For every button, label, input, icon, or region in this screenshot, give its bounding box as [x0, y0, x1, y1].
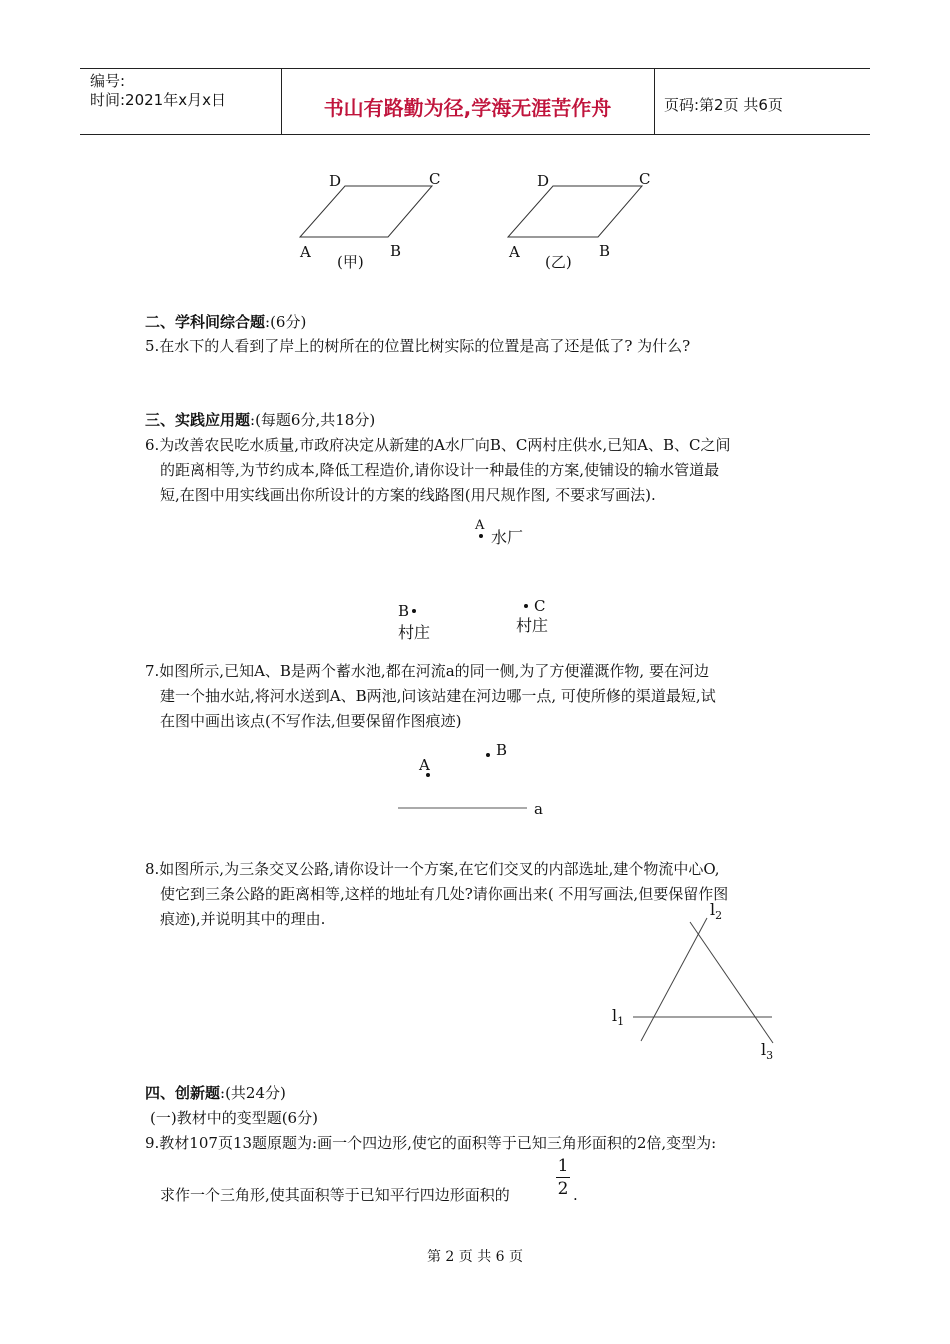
fraction-bar [556, 1177, 570, 1178]
section2-heading [145, 310, 306, 335]
question-8-line-3: 痕迹),并说明其中的理由. [160, 910, 326, 928]
q8-l2-sub: 2 [715, 909, 723, 923]
q6-label-c: C [534, 597, 546, 615]
page-footer: 第 2 页 共 6 页 [426, 1249, 524, 1265]
section2-heading-text: 二、学科间综合题 [145, 313, 266, 331]
question-6-line-2: 的距离相等,为节约成本,降低工程造价,请你设计一种最佳的方案,使铺设的输水管道最 [160, 461, 720, 479]
section4-score: :(共24分) [220, 1084, 286, 1102]
question-6-line-1: 6.为改善农民吃水质量,市政府决定从新建的A水厂向B、C两村庄供水,已知A、B、C之间 [145, 436, 731, 454]
q8-l3-letter: l [761, 1040, 767, 1059]
point-c-village [524, 604, 528, 608]
section4-heading-text: 四、创新题 [145, 1084, 221, 1102]
header-date-label: 时间:2021年x月x日 [90, 91, 226, 109]
section4-subheading: (一)教材中的变型题(6分) [150, 1109, 318, 1127]
fraction-denominator: 2 [557, 1179, 569, 1199]
q8-l1-letter: l [612, 1006, 618, 1025]
q8-l2-letter: l [710, 900, 716, 919]
yi-label-c: C [639, 170, 651, 188]
q6-water-plant: 水厂 [491, 528, 524, 547]
q8-l3-sub: 3 [766, 1049, 774, 1063]
jia-label-d: D [329, 172, 342, 190]
header-number-label: 编号: [90, 72, 126, 90]
question-9-line-1: 9.教材107页13题原题为:画一个四边形,使它的面积等于已知三角形面积的2倍,变型为: [145, 1134, 717, 1152]
section3-heading-text: 三、实践应用题 [145, 411, 251, 429]
q6-village-c: 村庄 [516, 616, 549, 635]
parallelogram-jia [300, 186, 432, 237]
question-5: 5.在水下的人看到了岸上的树所在的位置比树实际的位置是高了还是低了? 为什么? [145, 337, 691, 355]
road-l2 [641, 918, 707, 1041]
yi-label-b: B [599, 242, 611, 260]
jia-label-b: B [390, 242, 402, 260]
section3-heading [145, 408, 375, 433]
jia-caption: (甲) [337, 253, 364, 271]
q6-village-b: 村庄 [398, 623, 431, 642]
question-8-line-1: 8.如图所示,为三条交叉公路,请你设计一个方案,在它们交叉的内部选址,建个物流中心O, [145, 860, 720, 878]
point-b-reservoir [486, 753, 490, 757]
question-7-line-1: 7.如图所示,已知A、B是两个蓄水池,都在河流a的同一侧,为了方便灌溉作物, 要在河边 [145, 662, 709, 680]
header-motto: 书山有路勤为径,学海无涯苦作舟 [323, 96, 612, 120]
header-page-label: 页码:第2页 共6页 [664, 96, 783, 114]
question-7-line-3: 在图中画出该点(不写作法,但要保留作图痕迹) [160, 712, 462, 730]
q8-label-l3 [761, 1040, 773, 1062]
q7-river-label: a [534, 800, 543, 818]
fraction-numerator: 1 [557, 1156, 569, 1176]
q6-label-a: A [475, 518, 485, 533]
section2-score: :(6分) [265, 313, 307, 331]
fraction-one-half [556, 1156, 570, 1199]
q7-label-a: A [419, 756, 430, 774]
q6-label-b: B [398, 602, 410, 620]
road-l3 [690, 922, 773, 1043]
point-a-water-plant [479, 534, 483, 538]
section4-heading [145, 1081, 286, 1106]
question-6-line-3: 短,在图中用实线画出你所设计的方案的线路图(用尺规作图, 不要求写画法). [160, 486, 656, 504]
q7-label-b: B [496, 741, 508, 759]
q8-l1-sub: 1 [617, 1015, 625, 1029]
jia-label-c: C [429, 170, 441, 188]
question-7-line-2: 建一个抽水站,将河水送到A、B两池,问该站建在河边哪一点, 可使所修的渠道最短,试 [160, 687, 716, 705]
question-9-line-2: 求作一个三角形,使其面积等于已知平行四边形面积的 [160, 1186, 510, 1204]
jia-label-a: A [300, 243, 311, 261]
question-8-line-2: 使它到三条公路的距离相等,这样的地址有几处?请你画出来( 不用写画法,但要保留作图 [160, 885, 729, 903]
yi-label-d: D [537, 172, 550, 190]
q8-label-l1 [612, 1006, 624, 1028]
section3-score: :(每题6分,共18分) [250, 411, 376, 429]
yi-caption: (乙) [545, 253, 572, 271]
question-9-end: . [573, 1186, 578, 1204]
point-b-village [412, 609, 416, 613]
q8-label-l2 [710, 900, 722, 922]
parallelogram-yi [508, 186, 642, 237]
yi-label-a: A [509, 243, 520, 261]
